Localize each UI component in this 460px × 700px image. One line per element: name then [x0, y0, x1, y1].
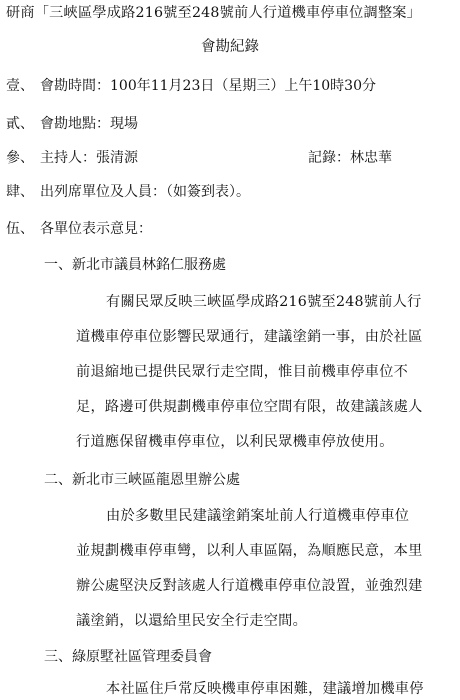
- opinion-heading: 二、新北市三峽區龍恩里辦公處: [44, 472, 240, 488]
- item-number: 參、: [6, 150, 34, 166]
- item-text: 出列席單位及人員：（如簽到表）。: [40, 184, 250, 200]
- opinion-line: 有關民眾反映三峽區學成路216號至248號前人行: [106, 294, 422, 310]
- item-number: 肆、: [6, 184, 34, 200]
- opinion-line: 行道應保留機車停車位，以利民眾機車停放使用。: [76, 434, 394, 450]
- item-attendees: [6, 183, 250, 201]
- document-title: 研商「三峽區學成路216號至248號前人行道機車停車位調整案」: [6, 5, 422, 21]
- opinion-line: 道機車停車位影響民眾通行，建議塗銷一事，由於社區: [76, 329, 423, 345]
- item-text: 會勘時間：100年11月23日（星期三）上午10時30分: [40, 78, 376, 94]
- opinion-line: 前退縮地已提供民眾行走空間，惟目前機車停車位不: [76, 364, 409, 380]
- item-opinions: [6, 220, 152, 238]
- item-text: 主持人：張清源: [40, 150, 138, 166]
- opinion-line: 並規劃機車停車彎，以利人車區隔，為順應民意，本里: [76, 543, 423, 559]
- recorder: 記錄：林忠華: [308, 150, 392, 166]
- opinion-line: 議塗銷，以還給里民安全行走空間。: [76, 613, 308, 629]
- opinion-line: 由於多數里民建議塗銷案址前人行道機車停車位: [106, 508, 410, 524]
- item-location: [6, 115, 138, 133]
- opinion-heading: 三、綠原墅社區管理委員會: [44, 649, 212, 665]
- item-chair: [6, 149, 138, 167]
- item-number: 貳、: [6, 116, 34, 132]
- item-number: 壹、: [6, 78, 34, 94]
- item-text: 各單位表示意見：: [40, 221, 152, 237]
- document-subtitle: 會勘紀錄: [201, 39, 259, 55]
- opinion-line: 本社區住戶常反映機車停車困難，建議增加機車停: [106, 681, 424, 697]
- item-time: [6, 77, 376, 95]
- item-text: 會勘地點：現場: [40, 116, 138, 132]
- opinion-heading: 一、新北市議員林銘仁服務處: [44, 257, 226, 273]
- item-number: 伍、: [6, 221, 34, 237]
- opinion-line: 辦公處堅決反對該處人行道機車停車位設置，並強烈建: [76, 578, 423, 594]
- opinion-line: 足，路邊可供規劃機車停車位空間有限，故建議該處人: [76, 399, 423, 415]
